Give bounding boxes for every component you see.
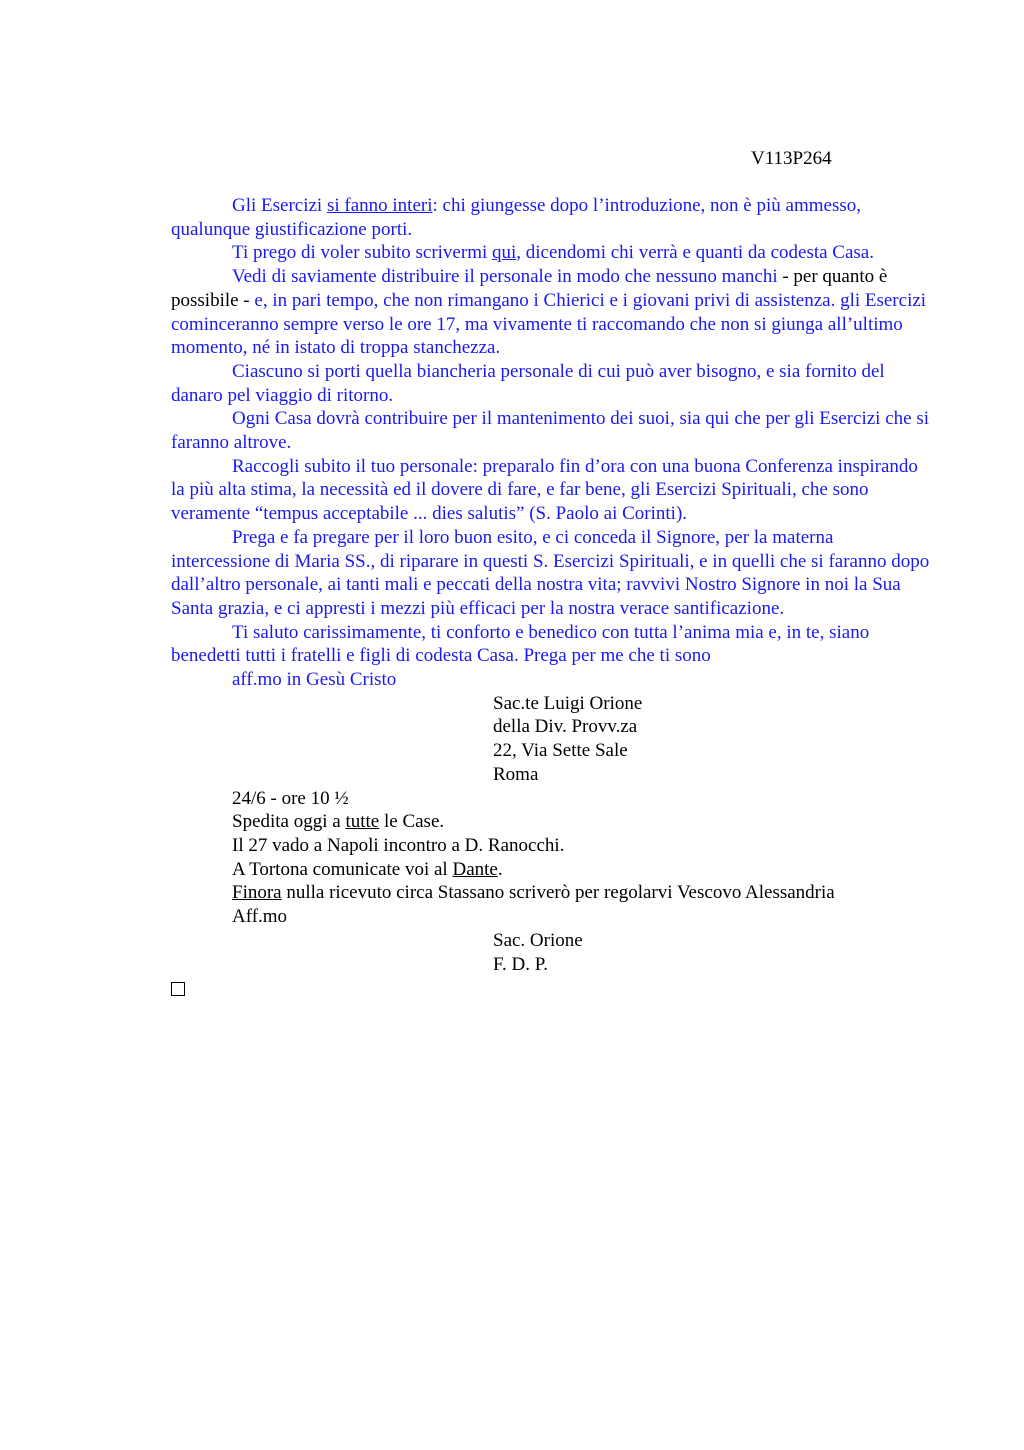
paragraph-4: Ciascuno si porti quella biancheria personale di cui può aver bisogno, e sia fornito del danaro pel viaggio di ritorno.	[171, 360, 885, 406]
postscript-closing: Aff.mo	[232, 906, 288, 928]
letter-body	[171, 194, 931, 1003]
p1-underlined: si fanno interi	[326, 195, 433, 216]
signature-block-1	[171, 692, 931, 787]
page-id: V113P264	[751, 148, 832, 169]
signature-address: 22, Via Sette Sale	[493, 740, 628, 762]
signature2-name: Sac. Orione	[493, 929, 583, 951]
p3-text-a: Vedi di saviamente distribuire il personale in modo che nessuno manchi	[232, 266, 778, 288]
signature-city: Roma	[493, 763, 539, 785]
paragraph-2	[171, 241, 931, 265]
postscript-line-2: Spedita oggi a tutte le Case.	[232, 811, 445, 833]
signature-name: Sac.te Luigi Orione	[493, 692, 643, 714]
paragraph-3	[171, 265, 931, 360]
checkbox-icon	[171, 982, 185, 996]
postscript-line-5: Finora nulla ricevuto circa Stassano scriverò per regolarvi Vescovo Alessandria	[232, 882, 835, 904]
paragraph-8: Ti saluto carissimamente, ti conforto e benedico con tutta l’anima mia e, in te, siano benedetti tutti i fratelli e figli di codesta Casa. Prega per me che ti sono	[171, 621, 870, 667]
p3-insertion: - per quanto è possibile -	[171, 266, 888, 311]
paragraph-5: Ogni Casa dovrà contribuire per il mantenimento dei suoi, sia qui che per gli Esercizi che si faranno altrove.	[171, 408, 929, 454]
p3-text-c: e, in pari tempo, che non rimangano i Chierici e i giovani privi di assistenza. gli Esercizi cominceranno sempre verso le ore 17, ma vivamente ti raccomando che non si giunga all’ultimo momento, né in istato di troppa stanchezza.	[171, 289, 927, 359]
postscript	[171, 787, 931, 929]
paragraph-6: Raccogli subito il tuo personale: preparalo fin d’ora con una buona Conferenza inspirando la più alta stima, la necessità ed il dovere di fare, e far bene, gli Esercizi Spirituali, che sono veramente “tempus acceptabile ... dies salutis” (S. Paolo ai Corinti).	[171, 455, 918, 525]
signature-congregation: della Div. Provv.za	[493, 716, 638, 738]
closing: aff.mo in Gesù Cristo	[232, 669, 397, 691]
postscript-line-4: A Tortona comunicate voi al Dante.	[232, 858, 503, 880]
p2-underlined: qui	[492, 242, 517, 264]
p1-text-c: : chi giungesse dopo l’introduzione, non è più ammesso, qualunque giustificazione porti.	[171, 195, 861, 240]
signature2-initials: F. D. P.	[493, 953, 548, 975]
postscript-line-3: Il 27 vado a Napoli incontro a D. Ranocchi.	[232, 834, 565, 856]
paragraph-7: Prega e fa pregare per il loro buon esito, e ci conceda il Signore, per la materna intercessione di Maria SS., di riparare in questi S. Esercizi Spirituali, e in quelli che si faranno dopo dall’altro personale, ai tanti mali e peccati della nostra vita; ravvivi Nostro Signore in noi la Sua Santa grazia, e ci appresti i mezzi più efficaci per la nostra verace santificazione.	[171, 526, 930, 619]
paragraph-1	[171, 194, 931, 241]
signature-block-2	[171, 929, 931, 976]
p2-text-a: Ti prego di voler subito scrivermi	[232, 242, 492, 264]
p1-text-a: Gli Esercizi	[232, 195, 327, 216]
p2-text-c: , dicendomi chi verrà e quanti da codesta Casa.	[516, 242, 874, 264]
postscript-date: 24/6 - ore 10 ½	[232, 787, 349, 809]
